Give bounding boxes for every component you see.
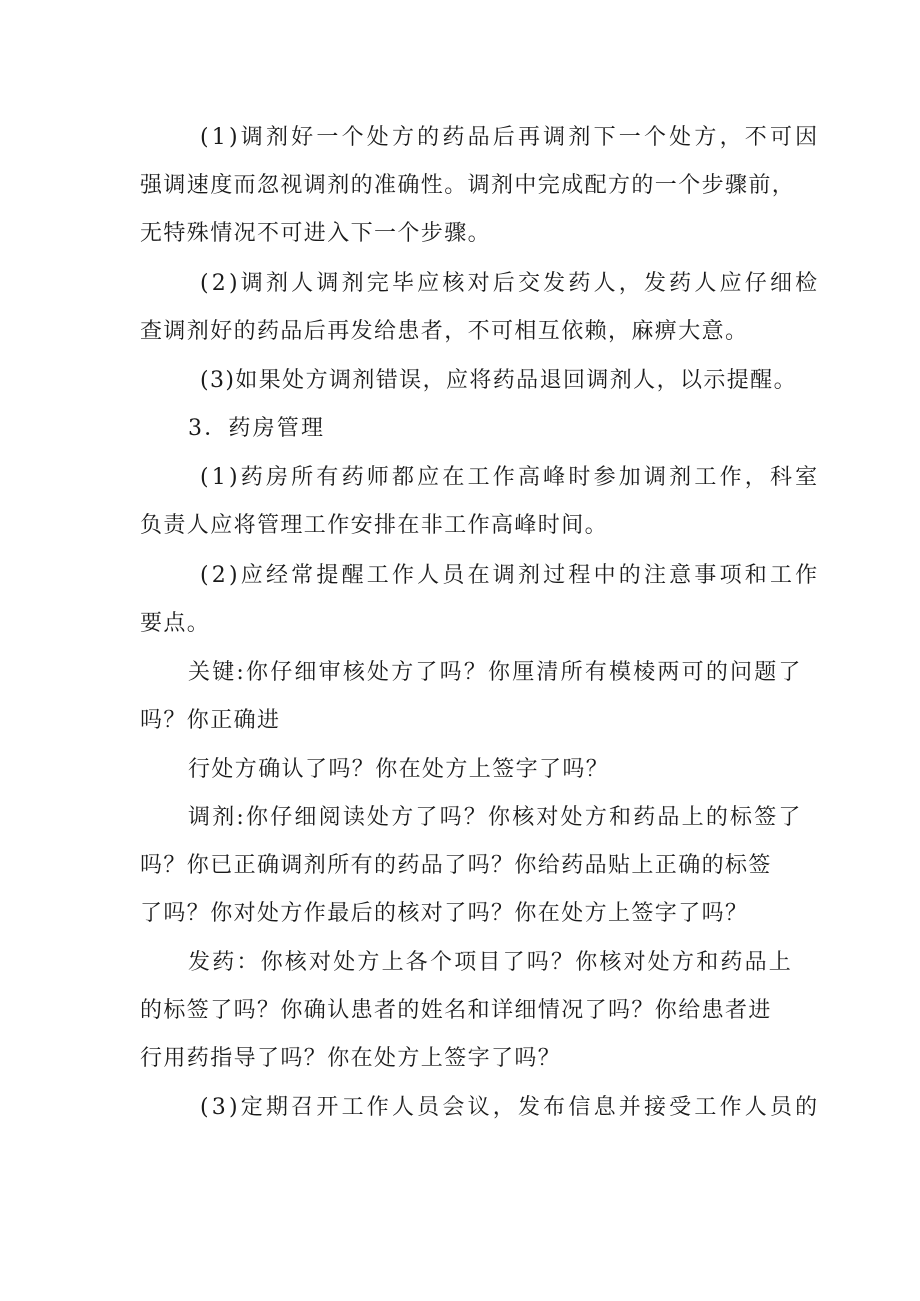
checklist-key-line-2: 吗？你正确进	[140, 708, 281, 733]
paragraph-2-line-2: 查调剂好的药品后再发给患者，不可相互依赖，麻痹大意。	[140, 319, 749, 344]
paragraph-2-line-1: (2)调剂人调剂完毕应核对后交发药人，发药人应仔细检	[200, 271, 821, 296]
paragraph-1-line-1: (1)调剂好一个处方的药品后再调剂下一个处方，不可因	[200, 125, 821, 150]
checklist-dispense-line-3: 了吗？你对处方作最后的核对了吗？你在处方上签字了吗？	[140, 901, 749, 926]
paragraph-5-line-1: (2)应经常提醒工作人员在调剂过程中的注意事项和工作	[200, 563, 821, 588]
checklist-dispense-line-2: 吗？你已正确调剂所有的药品了吗？你给药品贴上正确的标签	[140, 853, 772, 878]
paragraph-4-line-1: (1)药房所有药师都应在工作高峰时参加调剂工作，科室	[200, 465, 821, 490]
checklist-issue-line-2: 的标签了吗？你确认患者的姓名和详细情况了吗？你给患者进	[140, 998, 772, 1023]
checklist-issue-line-1: 发药：你核对处方上各个项目了吗？你核对处方和药品上	[188, 950, 794, 975]
checklist-key-line-1: 关键:你仔细审核处方了吗？你厘清所有模棱两可的问题了	[188, 660, 803, 685]
paragraph-1-line-2: 强调速度而忽视调剂的准确性。调剂中完成配方的一个步骤前，	[140, 173, 796, 198]
paragraph-3-line-1: (3)如果处方调剂错误，应将药品退回调剂人，以示提醒。	[200, 368, 797, 393]
checklist-key-line-3: 行处方确认了吗？你在处方上签字了吗？	[188, 757, 610, 782]
paragraph-5-line-2: 要点。	[140, 611, 211, 636]
paragraph-1-line-3: 无特殊情况不可进入下一个步骤。	[140, 221, 492, 246]
checklist-dispense-line-1: 调剂:你仔细阅读处方了吗？你核对处方和药品上的标签了	[188, 805, 803, 830]
checklist-issue-line-3: 行用药指导了吗？你在处方上签字了吗？	[140, 1046, 562, 1071]
paragraph-4-line-2: 负责人应将管理工作安排在非工作高峰时间。	[140, 513, 609, 538]
section-heading: 3．药房管理	[188, 416, 326, 441]
paragraph-6-line-1: (3)定期召开工作人员会议，发布信息并接受工作人员的	[200, 1095, 821, 1120]
